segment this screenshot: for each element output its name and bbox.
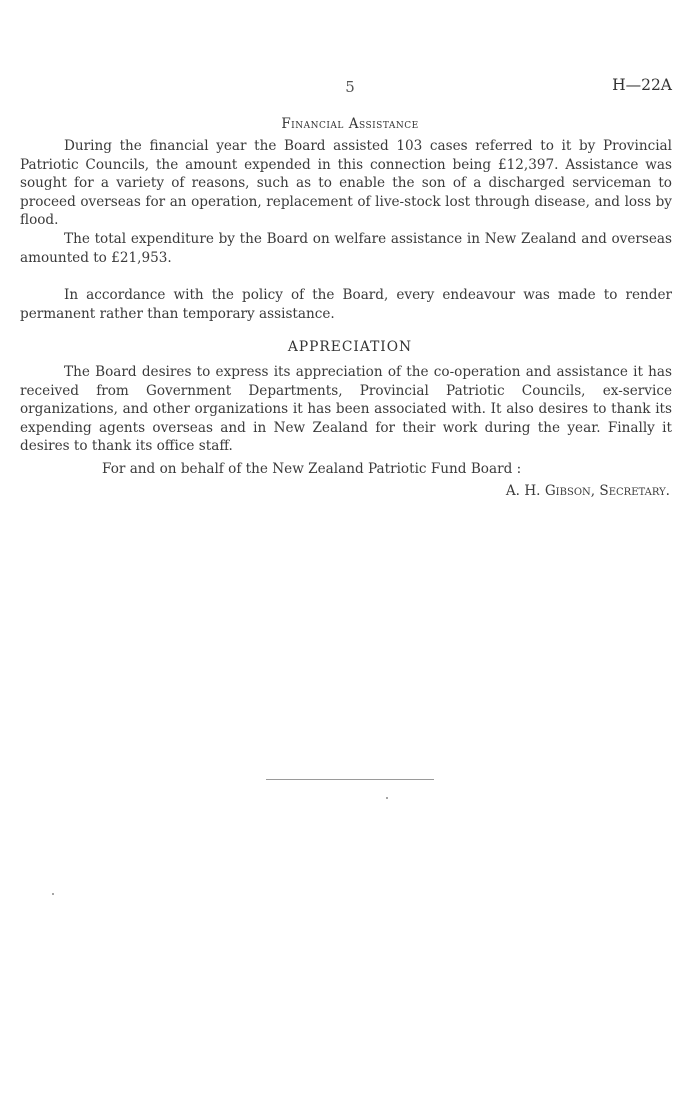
- scan-speck: [386, 797, 388, 799]
- signoff-line: For and on behalf of the New Zealand Patriotic Fund Board :: [102, 461, 522, 477]
- signature: A. H. Gibson, Secretary.: [505, 483, 670, 499]
- paragraph-financial-1: During the financial year the Board assisted 103 cases referred to it by Provincial Patriotic Councils, the amount expended in this connection being £12,397. Assistance was sought for a variety of reasons, such as to enable the son of a discharged serviceman to proceed overseas for an operation, replacement of live-stock lost through disease, and loss by flood.: [20, 138, 672, 229]
- paragraph-financial-3: In accordance with the policy of the Board, every endeavour was made to render permanent rather than temporary assistance.: [20, 287, 672, 322]
- section-heading-financial-assistance: Financial Assistance: [281, 116, 419, 132]
- paragraph-appreciation: The Board desires to express its appreciation of the co-operation and assistance it has received from Government Departments, Provincial Patriotic Councils, ex-service organizations, and other organizations it has been associated with. It also desires to thank its expending agents overseas and in New Zealand for their work during the year. Finally it desires to thank its office staff.: [20, 364, 672, 455]
- section-heading-appreciation: APPRECIATION: [287, 339, 413, 355]
- document-reference: H—22A: [612, 76, 672, 94]
- closing-rule: [266, 779, 434, 780]
- scan-speck: [52, 893, 54, 895]
- paragraph-financial-2: The total expenditure by the Board on welfare assistance in New Zealand and overseas amounted to £21,953.: [20, 231, 672, 266]
- page-number: 5: [345, 78, 355, 96]
